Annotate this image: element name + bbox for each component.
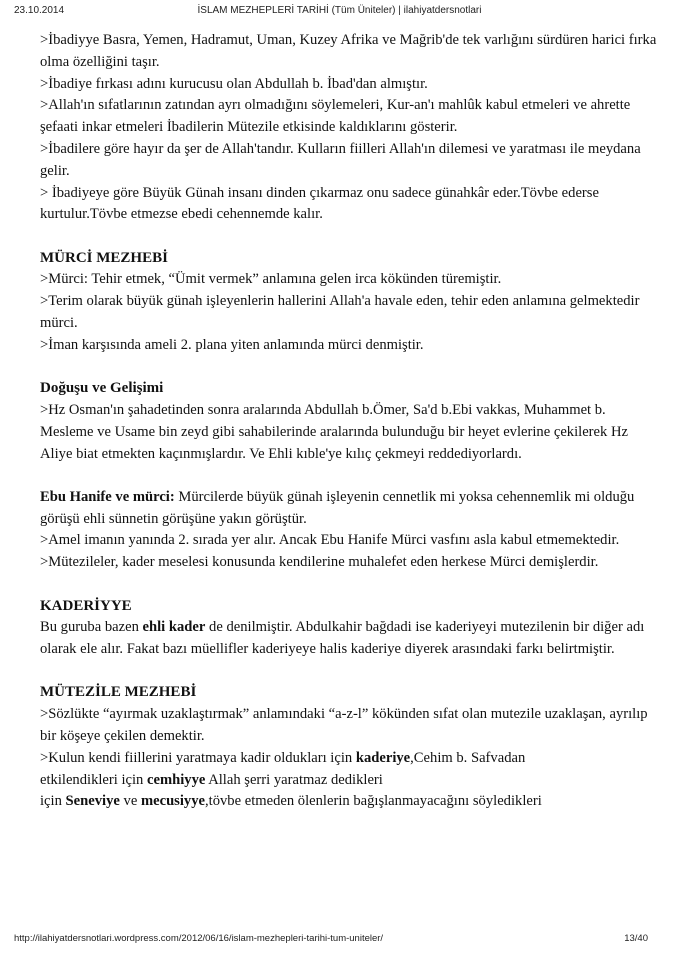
inline-bold-term: mecusiyye xyxy=(140,793,205,810)
inline-bold-term: cemhiyye xyxy=(147,771,206,788)
page-header xyxy=(0,0,679,20)
paragraph xyxy=(40,748,660,770)
paragraph xyxy=(40,791,660,813)
inline-bold-term: ehli kader xyxy=(142,619,206,636)
paragraph xyxy=(40,617,660,661)
header-date: 23.10.2014 xyxy=(14,5,65,16)
page-number: 13/40 xyxy=(624,933,648,944)
paragraph: >Mütezileler, kader meselesi konusunda kendilerine muhalefet eden herkese Mürci demişlerdir. xyxy=(40,554,599,571)
paragraph: >Terim olarak büyük günah işleyenlerin hallerini Allah'a havale eden, tehir eden anlamına gelmektedir mürci. xyxy=(40,293,640,332)
section-heading: MÜRCİ MEZHEBİ xyxy=(40,249,168,266)
paragraph: >Hz Osman'ın şahadetinden sonra aralarında Abdullah b.Ömer, Sa'd b.Ebi vakkas, Muhammet b. Mesleme ve Usame bin zeyd gibi sahabilerinde aralarında bulunduğu bir heyet evlerine çekilerek Hz Aliye biat etmekten kaçınmışlardır. Ve Ehli kıble'ye kılıç çekmeyi reddediyorlardı. xyxy=(40,401,628,462)
paragraph: >Allah'ın sıfatlarının zatından ayrı olmadığını söylemeleri, Kur-an'ı mahlûk kabul etmeleri ve ahrette şefaati inkar etmeleri İbadilerin Mütezile etkisinde kaldıklarını gösterir. xyxy=(40,97,631,136)
ibadiyye-section xyxy=(40,30,660,226)
inline-text: >Kulun kendi fiillerini yaratmaya kadir oldukları için xyxy=(40,749,356,766)
ebu-hanife-section xyxy=(40,487,660,574)
paragraph: >Mürci: Tehir etmek, “Ümit vermek” anlamına gelen irca kökünden türemiştir. xyxy=(40,271,502,288)
inline-text: Allah şerri yaratmaz dedikleri xyxy=(205,771,383,788)
paragraph: >İbadiye fırkası adını kurucusu olan Abdullah b. İbad'dan almıştır. xyxy=(40,75,428,92)
paragraph: >Amel imanın yanında 2. sırada yer alır. Ancak Ebu Hanife Mürci vasfını asla kabul etmemektedir. xyxy=(40,532,620,549)
inline-text: için xyxy=(40,793,66,810)
paragraph: >İbadiyye Basra, Yemen, Hadramut, Uman, Kuzey Afrika ve Mağrib'de tek varlığını sürdüren harici fırka olma özelliğini taşır. xyxy=(40,32,657,70)
murci-section xyxy=(40,248,660,357)
inline-text: Bu guruba bazen xyxy=(40,619,143,636)
footer-url: http://ilahiyatdersnotlari.wordpress.com/2012/06/16/islam-mezhepleri-tarihi-tum-uniteler/ xyxy=(14,933,384,944)
mutezile-section xyxy=(40,682,660,813)
header-title: İSLAM MEZHEPLERİ TARİHİ (Tüm Üniteler) | ilahiyatdersnotlari xyxy=(197,5,482,16)
inline-text: de denilmiştir. Abdulkahir bağdadi ise kaderiyeyi mutezilenin bir diğer adı olarak ele alır. Fakat bazı müellifler kaderiyeye halis kaderiye diyerek arasındaki farkı belirtmiştir. xyxy=(40,619,645,658)
inline-text: ve xyxy=(119,793,141,810)
section-heading: Doğuşu ve Gelişimi xyxy=(40,380,164,397)
paragraph xyxy=(40,770,660,792)
inline-bold-term: kaderiye xyxy=(355,749,411,766)
dogusu-section xyxy=(40,378,660,465)
inline-text: ,tövbe etmeden ölenlerin bağışlanmayacağını söyledikleri xyxy=(205,793,542,810)
page-footer xyxy=(0,930,679,950)
paragraph xyxy=(40,487,660,531)
inline-bold-term: Seneviye xyxy=(65,793,120,810)
inline-text: Mürcilerde büyük günah işleyenin cennetlik mi yoksa cehennemlik mi olduğu görüşü ehli sünnetin görüşüne yakın görüştür. xyxy=(40,488,635,527)
inline-text: ,Cehim b. Safvadan xyxy=(410,749,526,766)
paragraph: > İbadiyeye göre Büyük Günah insanı dinden çıkarmaz onu sadece günahkâr eder.Tövbe ederse kurtulur.Tövbe etmezse ebedi cehennemde kalır. xyxy=(40,184,599,223)
kaderiyye-section xyxy=(40,596,660,661)
inline-text: etkilendikleri için xyxy=(40,771,147,788)
paragraph: >İbadilere göre hayır da şer de Allah'tandır. Kulların fiilleri Allah'ın dilemesi ve yaratması ile meydana gelir. xyxy=(40,140,641,179)
inline-bold-lead: Ebu Hanife ve mürci: xyxy=(40,488,175,505)
paragraph: >Sözlükte “ayırmak uzaklaştırmak” anlamındaki “a-z-l” kökünden sıfat olan mutezile uzaklaşan, ayrılıp bir köşeye çekilen demektir. xyxy=(40,706,648,745)
paragraph: >İman karşısında ameli 2. plana yiten anlamında mürci denmiştir. xyxy=(40,336,424,353)
document-body xyxy=(40,30,660,813)
section-heading: KADERİYYE xyxy=(40,597,132,614)
section-heading: MÜTEZİLE MEZHEBİ xyxy=(40,684,197,701)
